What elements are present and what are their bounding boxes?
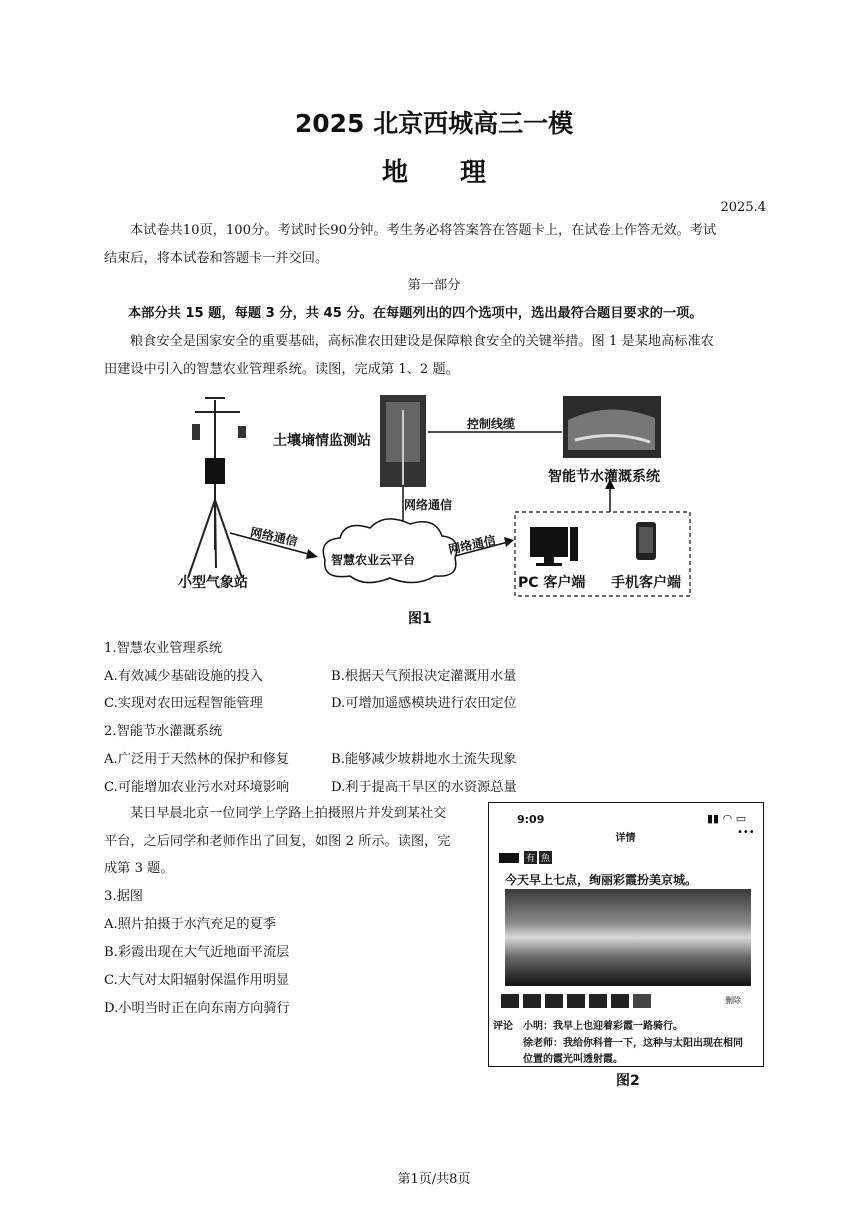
figure2-screenshot: [488, 802, 764, 1067]
irrigation-photo: [563, 396, 661, 458]
q1-option-b: B.根据天气预报决定灌溉用水量: [331, 669, 517, 684]
q3-option-d: D.小明当时正在向东南方向骑行: [104, 1001, 290, 1016]
page-number: 第1页/共8页: [397, 1172, 471, 1187]
comment-1: 小明：我早上也迎着彩霞一路骑行。: [523, 1021, 683, 1032]
pc-icon: [530, 527, 578, 566]
comment-2a: 徐老师：我给你科普一下，这种与太阳出现在相同: [523, 1038, 743, 1049]
phone-icon: [636, 522, 656, 560]
intro-line-1: 本试卷共10页，100分。考试时长90分钟。考生务必将答案答在答题卡上，在试卷上作答无效。考试: [130, 223, 717, 238]
label-weather-station: 小型气象站: [178, 575, 248, 591]
label-cloud-platform: 智慧农业云平台: [331, 553, 416, 567]
status-icons: ▮▮ ◠ ▭: [707, 812, 747, 825]
context-line-2: 田建设中引入的智慧农业管理系统。读图，完成第 1、2 题。: [104, 362, 459, 377]
sunrise-photo: [505, 889, 751, 986]
context-line-1: 粮食安全是国家安全的重要基础，高标准农田建设是保障粮食安全的关键举措。图 1 是某地高标准农: [130, 334, 714, 349]
soil-station-icon: [380, 395, 426, 487]
label-phone-client: 手机客户端: [611, 575, 681, 591]
exam-title: 2025 北京西城高三一模: [294, 109, 574, 138]
q3-option-c: C.大气对太阳辐射保温作用明显: [104, 973, 290, 988]
label-network-2: 网络通信: [248, 525, 299, 549]
label-control-cable: 控制线缆: [467, 417, 516, 431]
q3-context-2: 平台，之后同学和老师作出了回复，如图 2 所示。读图，完: [104, 834, 451, 849]
badge-2: 魚: [539, 851, 552, 864]
part1-heading: 第一部分: [407, 278, 461, 293]
intro-line-2: 结束后，将本试卷和答题卡一并交回。: [104, 251, 329, 266]
label-irrigation-system: 智能节水灌溉系统: [548, 469, 660, 485]
label-network-1: 网络通信: [404, 498, 453, 512]
q2-option-c: C.可能增加农业污水对环境影响: [104, 780, 290, 795]
status-time: 9:09: [517, 813, 545, 826]
post-text: 今天早上七点，绚丽彩霞扮美京城。: [505, 873, 698, 887]
q3-option-b: B.彩霞出现在大气近地面平流层: [104, 945, 290, 960]
weather-station-icon: [188, 398, 246, 578]
q1-option-c: C.实现对农田远程智能管理: [104, 696, 263, 711]
delete-link[interactable]: 删除: [725, 996, 741, 1005]
comment-label: 评论: [493, 1021, 513, 1032]
comment-2b: 位置的霞光叫透射霞。: [523, 1054, 623, 1065]
figure2-caption: 图2: [616, 1073, 640, 1089]
q2-option-d: D.利于提高干旱区的水资源总量: [331, 780, 517, 795]
subject-title: 地理: [381, 158, 538, 188]
q2-option-b: B.能够减少坡耕地水土流失现象: [331, 752, 517, 767]
q3-option-a: A.照片拍摄于水汽充足的夏季: [104, 917, 276, 932]
more-icon[interactable]: •••: [737, 827, 755, 838]
label-network-3: 网络通信: [447, 533, 498, 557]
q3-context-3: 成第 3 题。: [104, 861, 174, 876]
q3-stem: 3.据图: [104, 889, 143, 904]
q2-stem: 2.智能节水灌溉系统: [104, 724, 223, 739]
q2-option-a: A.广泛用于天然林的保护和修复: [104, 752, 290, 767]
q1-option-d: D.可增加遥感模块进行农田定位: [331, 696, 517, 711]
reaction-icons: [501, 993, 681, 1009]
q1-stem: 1.智慧农业管理系统: [104, 641, 223, 656]
q3-context-1: 某日早晨北京一位同学上学路上拍摄照片并发到某社交: [130, 806, 447, 821]
label-soil-station: 土壤墒情监测站: [273, 433, 371, 449]
avatar: [499, 853, 519, 863]
badge-1: 有: [524, 851, 537, 864]
exam-date: 2025.4: [720, 200, 766, 215]
q1-option-a: A.有效减少基础设施的投入: [104, 669, 263, 684]
part1-instruction: 本部分共 15 题，每题 3 分，共 45 分。在每题列出的四个选项中，选出最符合题目要求的一项。: [128, 306, 703, 321]
label-pc-client: PC 客户端: [518, 575, 586, 591]
page-title: 详情: [615, 833, 636, 844]
figure1-caption: 图1: [408, 611, 432, 627]
